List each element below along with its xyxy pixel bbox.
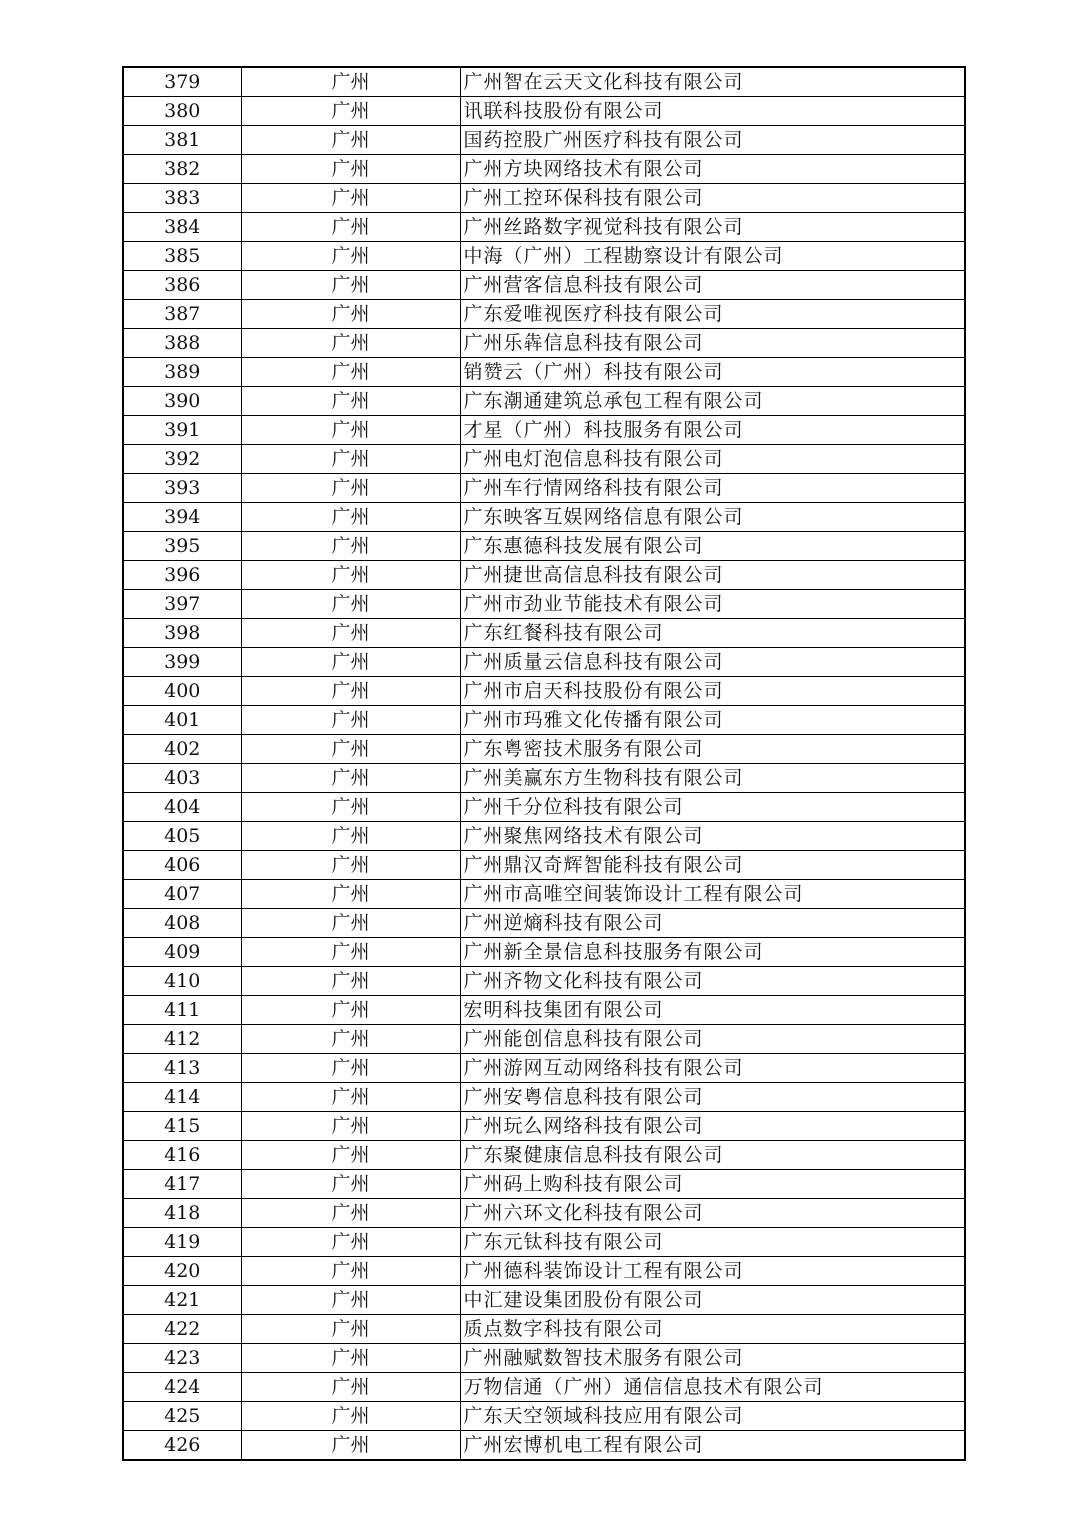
city-cell: 广州	[241, 1257, 460, 1286]
company-name-cell: 广州车行情网络科技有限公司	[460, 474, 965, 503]
row-number-cell: 407	[123, 880, 241, 909]
table-row	[123, 416, 965, 445]
row-number-cell: 391	[123, 416, 241, 445]
table-row	[123, 474, 965, 503]
row-number-cell: 394	[123, 503, 241, 532]
table-row	[123, 387, 965, 416]
city-cell: 广州	[241, 67, 460, 97]
company-name-cell: 广东爱唯视医疗科技有限公司	[460, 300, 965, 329]
row-number-cell: 388	[123, 329, 241, 358]
company-name-cell: 销赞云（广州）科技有限公司	[460, 358, 965, 387]
city-cell: 广州	[241, 1141, 460, 1170]
company-name-cell: 广州六环文化科技有限公司	[460, 1199, 965, 1228]
table-row	[123, 1373, 965, 1402]
table-row	[123, 880, 965, 909]
city-cell: 广州	[241, 590, 460, 619]
company-name-cell: 广州德科装饰设计工程有限公司	[460, 1257, 965, 1286]
table-row	[123, 1257, 965, 1286]
row-number-cell: 393	[123, 474, 241, 503]
company-name-cell: 国药控股广州医疗科技有限公司	[460, 126, 965, 155]
row-number-cell: 413	[123, 1054, 241, 1083]
table-row	[123, 1286, 965, 1315]
city-cell: 广州	[241, 126, 460, 155]
company-list-body	[123, 67, 965, 1460]
row-number-cell: 425	[123, 1402, 241, 1431]
row-number-cell: 411	[123, 996, 241, 1025]
table-row	[123, 1344, 965, 1373]
company-name-cell: 广州游网互动网络科技有限公司	[460, 1054, 965, 1083]
row-number-cell: 383	[123, 184, 241, 213]
company-name-cell: 广州丝路数字视觉科技有限公司	[460, 213, 965, 242]
company-name-cell: 广州新全景信息科技服务有限公司	[460, 938, 965, 967]
city-cell: 广州	[241, 1025, 460, 1054]
company-name-cell: 广东元钛科技有限公司	[460, 1228, 965, 1257]
city-cell: 广州	[241, 880, 460, 909]
table-row	[123, 764, 965, 793]
company-name-cell: 广州智在云天文化科技有限公司	[460, 67, 965, 97]
company-name-cell: 中海（广州）工程勘察设计有限公司	[460, 242, 965, 271]
city-cell: 广州	[241, 329, 460, 358]
table-row	[123, 213, 965, 242]
city-cell: 广州	[241, 387, 460, 416]
company-name-cell: 广州能创信息科技有限公司	[460, 1025, 965, 1054]
table-row	[123, 735, 965, 764]
table-row	[123, 242, 965, 271]
row-number-cell: 405	[123, 822, 241, 851]
city-cell: 广州	[241, 300, 460, 329]
table-row	[123, 793, 965, 822]
row-number-cell: 404	[123, 793, 241, 822]
city-cell: 广州	[241, 1286, 460, 1315]
company-name-cell: 广州宏博机电工程有限公司	[460, 1431, 965, 1461]
city-cell: 广州	[241, 271, 460, 300]
company-name-cell: 广州融赋数智技术服务有限公司	[460, 1344, 965, 1373]
company-name-cell: 广东潮通建筑总承包工程有限公司	[460, 387, 965, 416]
city-cell: 广州	[241, 1344, 460, 1373]
row-number-cell: 389	[123, 358, 241, 387]
city-cell: 广州	[241, 851, 460, 880]
company-name-cell: 万物信通（广州）通信信息技术有限公司	[460, 1373, 965, 1402]
company-name-cell: 广州乐犇信息科技有限公司	[460, 329, 965, 358]
company-name-cell: 广东天空领域科技应用有限公司	[460, 1402, 965, 1431]
city-cell: 广州	[241, 1228, 460, 1257]
company-name-cell: 广州市高唯空间装饰设计工程有限公司	[460, 880, 965, 909]
row-number-cell: 381	[123, 126, 241, 155]
city-cell: 广州	[241, 1170, 460, 1199]
table-row	[123, 1199, 965, 1228]
row-number-cell: 426	[123, 1431, 241, 1461]
row-number-cell: 414	[123, 1083, 241, 1112]
company-name-cell: 讯联科技股份有限公司	[460, 97, 965, 126]
city-cell: 广州	[241, 822, 460, 851]
row-number-cell: 408	[123, 909, 241, 938]
table-row	[123, 822, 965, 851]
company-name-cell: 广州电灯泡信息科技有限公司	[460, 445, 965, 474]
company-name-cell: 中汇建设集团股份有限公司	[460, 1286, 965, 1315]
row-number-cell: 423	[123, 1344, 241, 1373]
row-number-cell: 416	[123, 1141, 241, 1170]
row-number-cell: 379	[123, 67, 241, 97]
row-number-cell: 402	[123, 735, 241, 764]
company-name-cell: 广东粤密技术服务有限公司	[460, 735, 965, 764]
table-row	[123, 1228, 965, 1257]
company-name-cell: 广东映客互娱网络信息有限公司	[460, 503, 965, 532]
city-cell: 广州	[241, 677, 460, 706]
table-row	[123, 532, 965, 561]
city-cell: 广州	[241, 416, 460, 445]
city-cell: 广州	[241, 967, 460, 996]
company-name-cell: 广州齐物文化科技有限公司	[460, 967, 965, 996]
company-name-cell: 广州工控环保科技有限公司	[460, 184, 965, 213]
table-row	[123, 1112, 965, 1141]
row-number-cell: 424	[123, 1373, 241, 1402]
table-row	[123, 1402, 965, 1431]
city-cell: 广州	[241, 445, 460, 474]
company-name-cell: 质点数字科技有限公司	[460, 1315, 965, 1344]
city-cell: 广州	[241, 793, 460, 822]
city-cell: 广州	[241, 561, 460, 590]
row-number-cell: 392	[123, 445, 241, 474]
company-name-cell: 广州质量云信息科技有限公司	[460, 648, 965, 677]
table-row	[123, 561, 965, 590]
table-row	[123, 445, 965, 474]
company-name-cell: 广州玩么网络科技有限公司	[460, 1112, 965, 1141]
row-number-cell: 397	[123, 590, 241, 619]
row-number-cell: 403	[123, 764, 241, 793]
company-name-cell: 宏明科技集团有限公司	[460, 996, 965, 1025]
row-number-cell: 396	[123, 561, 241, 590]
row-number-cell: 419	[123, 1228, 241, 1257]
table-row	[123, 67, 965, 97]
table-row	[123, 996, 965, 1025]
table-row	[123, 1431, 965, 1461]
table-row	[123, 1315, 965, 1344]
table-row	[123, 358, 965, 387]
city-cell: 广州	[241, 764, 460, 793]
city-cell: 广州	[241, 706, 460, 735]
row-number-cell: 401	[123, 706, 241, 735]
row-number-cell: 400	[123, 677, 241, 706]
city-cell: 广州	[241, 909, 460, 938]
row-number-cell: 410	[123, 967, 241, 996]
table-row	[123, 300, 965, 329]
city-cell: 广州	[241, 155, 460, 184]
row-number-cell: 406	[123, 851, 241, 880]
table-row	[123, 503, 965, 532]
company-name-cell: 广州市劲业节能技术有限公司	[460, 590, 965, 619]
table-row	[123, 706, 965, 735]
row-number-cell: 395	[123, 532, 241, 561]
table-row	[123, 1054, 965, 1083]
row-number-cell: 412	[123, 1025, 241, 1054]
company-name-cell: 广州聚焦网络技术有限公司	[460, 822, 965, 851]
table-row	[123, 126, 965, 155]
table-row	[123, 1141, 965, 1170]
city-cell: 广州	[241, 358, 460, 387]
table-row	[123, 184, 965, 213]
company-name-cell: 广州市启天科技股份有限公司	[460, 677, 965, 706]
city-cell: 广州	[241, 1373, 460, 1402]
company-name-cell: 广州美赢东方生物科技有限公司	[460, 764, 965, 793]
row-number-cell: 417	[123, 1170, 241, 1199]
row-number-cell: 409	[123, 938, 241, 967]
city-cell: 广州	[241, 619, 460, 648]
row-number-cell: 382	[123, 155, 241, 184]
city-cell: 广州	[241, 648, 460, 677]
city-cell: 广州	[241, 1054, 460, 1083]
row-number-cell: 384	[123, 213, 241, 242]
city-cell: 广州	[241, 1112, 460, 1141]
city-cell: 广州	[241, 242, 460, 271]
city-cell: 广州	[241, 1431, 460, 1461]
table-row	[123, 590, 965, 619]
row-number-cell: 422	[123, 1315, 241, 1344]
company-name-cell: 广州码上购科技有限公司	[460, 1170, 965, 1199]
company-name-cell: 才星（广州）科技服务有限公司	[460, 416, 965, 445]
table-row	[123, 851, 965, 880]
company-name-cell: 广州营客信息科技有限公司	[460, 271, 965, 300]
city-cell: 广州	[241, 1083, 460, 1112]
table-row	[123, 329, 965, 358]
table-row	[123, 967, 965, 996]
table-row	[123, 97, 965, 126]
company-name-cell: 广东红餐科技有限公司	[460, 619, 965, 648]
row-number-cell: 385	[123, 242, 241, 271]
company-name-cell: 广州方块网络技术有限公司	[460, 155, 965, 184]
row-number-cell: 415	[123, 1112, 241, 1141]
table-row	[123, 155, 965, 184]
row-number-cell: 420	[123, 1257, 241, 1286]
city-cell: 广州	[241, 938, 460, 967]
company-list-table	[122, 66, 966, 1461]
company-name-cell: 广州市玛雅文化传播有限公司	[460, 706, 965, 735]
company-name-cell: 广东聚健康信息科技有限公司	[460, 1141, 965, 1170]
row-number-cell: 387	[123, 300, 241, 329]
company-name-cell: 广州千分位科技有限公司	[460, 793, 965, 822]
city-cell: 广州	[241, 474, 460, 503]
city-cell: 广州	[241, 213, 460, 242]
row-number-cell: 380	[123, 97, 241, 126]
city-cell: 广州	[241, 1315, 460, 1344]
company-name-cell: 广州逆熵科技有限公司	[460, 909, 965, 938]
city-cell: 广州	[241, 184, 460, 213]
row-number-cell: 398	[123, 619, 241, 648]
table-row	[123, 271, 965, 300]
table-row	[123, 619, 965, 648]
row-number-cell: 399	[123, 648, 241, 677]
row-number-cell: 421	[123, 1286, 241, 1315]
company-name-cell: 广州捷世高信息科技有限公司	[460, 561, 965, 590]
table-row	[123, 677, 965, 706]
table-row	[123, 909, 965, 938]
row-number-cell: 418	[123, 1199, 241, 1228]
row-number-cell: 390	[123, 387, 241, 416]
company-name-cell: 广州安粤信息科技有限公司	[460, 1083, 965, 1112]
city-cell: 广州	[241, 532, 460, 561]
city-cell: 广州	[241, 1402, 460, 1431]
city-cell: 广州	[241, 97, 460, 126]
city-cell: 广州	[241, 1199, 460, 1228]
city-cell: 广州	[241, 996, 460, 1025]
city-cell: 广州	[241, 503, 460, 532]
table-row	[123, 1083, 965, 1112]
table-row	[123, 1025, 965, 1054]
company-name-cell: 广州鼎汉奇辉智能科技有限公司	[460, 851, 965, 880]
city-cell: 广州	[241, 735, 460, 764]
table-row	[123, 1170, 965, 1199]
table-row	[123, 938, 965, 967]
row-number-cell: 386	[123, 271, 241, 300]
company-name-cell: 广东惠德科技发展有限公司	[460, 532, 965, 561]
table-row	[123, 648, 965, 677]
